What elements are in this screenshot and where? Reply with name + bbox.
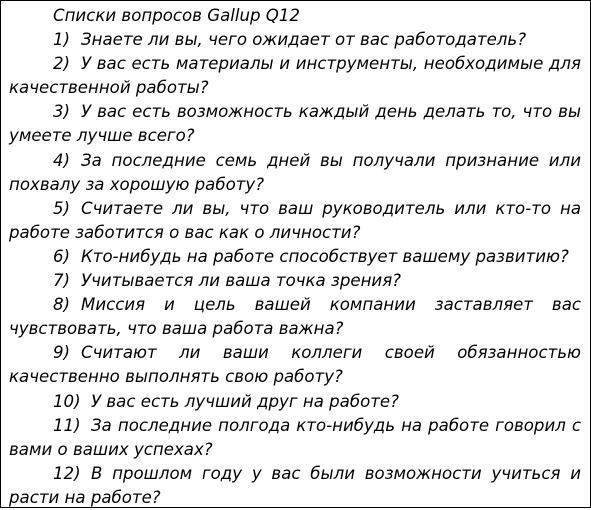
question-text: В прошлом году у вас были возможности учиться и расти на работе? — [9, 463, 581, 507]
question-item-8 — [9, 293, 581, 341]
question-item-3 — [9, 100, 581, 148]
question-item-1 — [9, 28, 581, 52]
document-title: Списки вопросов Gallup Q12 — [53, 6, 300, 25]
question-number: 11) — [53, 415, 81, 435]
question-text: Кто-нибудь на работе способствует вашему развитию? — [81, 246, 569, 266]
question-item-2 — [9, 52, 581, 100]
question-item-10 — [9, 390, 581, 414]
question-number: 10) — [53, 391, 81, 411]
question-item-6 — [9, 245, 581, 269]
question-number: 3) — [53, 102, 71, 122]
question-number: 12) — [53, 463, 81, 483]
question-text: За последние полгода кто-нибудь на работе говорил с вами о ваших успехах? — [9, 415, 581, 459]
question-number: 4) — [53, 150, 71, 170]
question-item-5 — [9, 197, 581, 245]
question-item-12 — [9, 462, 581, 510]
question-item-4 — [9, 149, 581, 197]
question-item-11 — [9, 414, 581, 462]
question-text: Учитывается ли ваша точка зрения? — [81, 271, 401, 291]
question-item-9 — [9, 341, 581, 389]
question-number: 5) — [53, 198, 71, 218]
question-text: Миссия и цель вашей компании заставляет вас чувствовать, что ваша работа важна? — [9, 295, 581, 339]
question-item-7 — [9, 269, 581, 293]
question-number: 9) — [53, 343, 71, 363]
question-number: 2) — [53, 54, 71, 74]
question-text: У вас есть лучший друг на работе? — [91, 391, 399, 411]
question-text: Считают ли ваши коллеги своей обязанностью качественно выполнять свою работу? — [9, 343, 581, 387]
question-text: За последние семь дней вы получали признание или похвалу за хорошую работу? — [9, 150, 581, 194]
question-number: 1) — [53, 30, 71, 50]
question-text: У вас есть возможность каждый день делать то, что вы умеете лучше всего? — [9, 102, 581, 146]
question-number: 7) — [53, 271, 71, 291]
question-text: У вас есть материалы и инструменты, необходимые для качественной работы? — [9, 54, 581, 98]
question-number: 6) — [53, 246, 71, 266]
question-text: Знаете ли вы, чего ожидает от вас работодатель? — [81, 30, 527, 50]
question-text: Считаете ли вы, что ваш руководитель или кто-то на работе заботится о вас как о личности? — [9, 198, 581, 242]
question-number: 8) — [53, 295, 71, 315]
